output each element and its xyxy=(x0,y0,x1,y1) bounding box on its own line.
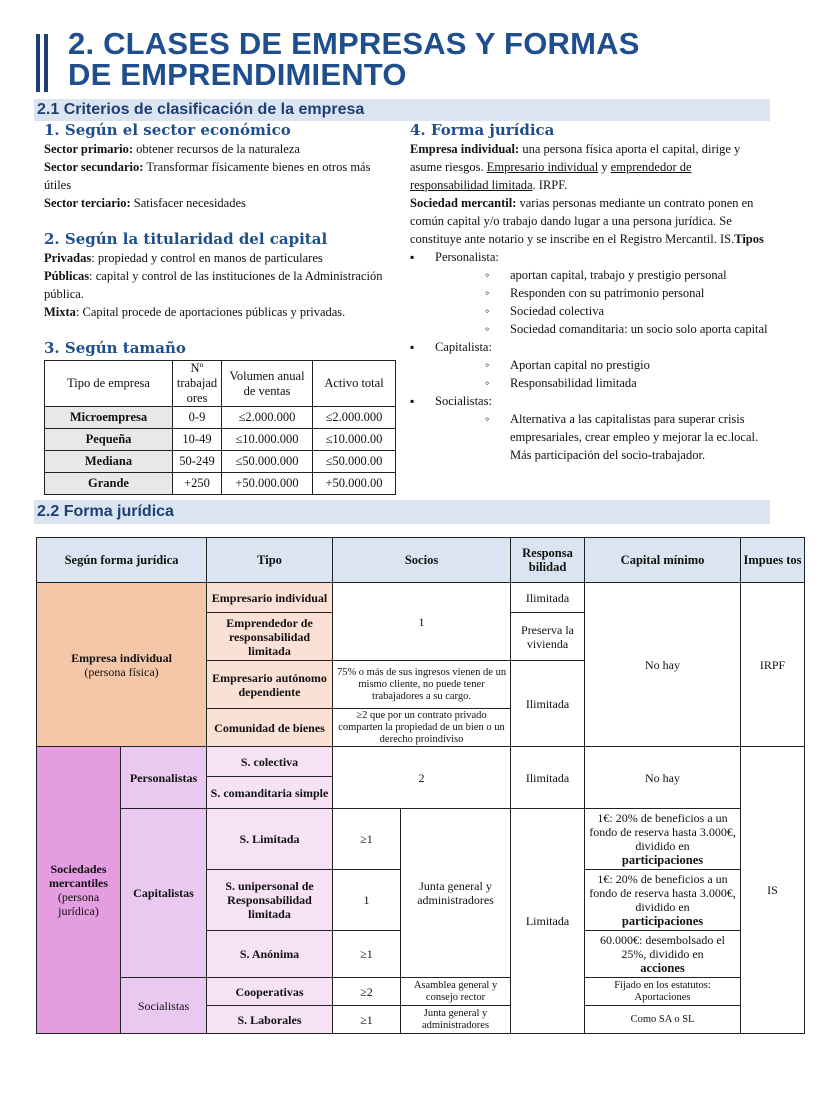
titularidad-line: Privadas: propiedad y control en manos de particulares xyxy=(44,251,323,265)
list-item: ▪ Personalista: ◦ aportan capital, trabajo y prestigio personal ◦ Responden con su patrimonio personal ◦ Sociedad colectiva ◦ Sociedad comanditaria: un socio solo aporta capital xyxy=(410,248,770,338)
title-rule-2 xyxy=(44,34,48,92)
forma-heading: 4. Forma jurídica xyxy=(410,121,555,139)
size-col-activo: Activo total xyxy=(313,361,396,407)
page-title-line-2: DE EMPRENDIMIENTO xyxy=(68,57,407,92)
table-row: Microempresa 0-9 ≤2.000.000 ≤2.000.000 xyxy=(45,407,396,429)
sector-text xyxy=(44,140,396,212)
section-2-2-header: 2.2 Forma jurídica xyxy=(34,500,770,524)
size-table-header xyxy=(45,361,396,407)
col-responsabilidad: Responsa bilidad xyxy=(511,538,585,583)
sector-line: Sector terciario: Satisfacer necesidades xyxy=(44,196,246,210)
sector-line: Sector primario: obtener recursos de la naturaleza xyxy=(44,142,300,156)
list-item: ◦ Aportan capital no prestigio xyxy=(485,356,770,374)
sociedades-group: Sociedades mercantiles (persona jurídica) xyxy=(37,747,121,1034)
section-2-1-header: 2.1 Criterios de clasificación de la empresa xyxy=(34,99,770,121)
table-row: S. Laborales ≥1 Junta general y administradores Como SA o SL xyxy=(37,1006,805,1034)
list-item: ◦ Sociedad colectiva xyxy=(485,302,770,320)
capital-cell: 1€: 20% de beneficios a un fondo de reserva hasta 3.000€, dividido en participaciones xyxy=(585,870,741,931)
table-row: Comunidad de bienes ≥2 que por un contrato privado comparten la propiedad de un bien o un derecho proindiviso xyxy=(37,709,805,747)
size-col-trabajadores: Nº trabajad ores xyxy=(173,361,222,407)
size-table xyxy=(44,360,396,495)
col-capital: Capital mínimo xyxy=(585,538,741,583)
col-impuestos: Impues tos xyxy=(741,538,805,583)
titularidad-line: Públicas: capital y control de las instituciones de la Administración pública. xyxy=(44,269,383,301)
table-row: Capitalistas S. Limitada ≥1 Junta general y administradores Limitada 1€: 20% de beneficios a un fondo de reserva hasta 3.000€, dividido en participaciones xyxy=(37,809,805,870)
page-title xyxy=(68,28,808,90)
table-row: Socialistas Cooperativas ≥2 Asamblea general y consejo rector Fijado en los estatutos: Aportaciones xyxy=(37,978,805,1006)
table-row: Grande +250 +50.000.000 +50.000.00 xyxy=(45,473,396,495)
forma-juridica-table xyxy=(36,537,805,1034)
empresa-individual-paragraph: Empresa individual: una persona física aporta el capital, dirige y asume riesgos. Empresario individual y emprendedor de responsabilidad limitada. IRPF. xyxy=(410,142,741,192)
list-item: ◦ aportan capital, trabajo y prestigio personal xyxy=(485,266,770,284)
list-item: ◦ Alternativa a las capitalistas para superar crisis empresariales, crear empleo y mejorar la ec.local. Más participación del socio-trabajador. xyxy=(485,410,770,464)
page-title-line-1: 2. CLASES DE EMPRESAS Y FORMAS xyxy=(68,26,640,61)
col-forma: Según forma jurídica xyxy=(37,538,207,583)
capital-cell: 60.000€: desembolsado el 25%, dividido en acciones xyxy=(585,931,741,978)
table-row: Empresa individual (persona física) Empresario individual 1 Ilimitada No hay IRPF xyxy=(37,583,805,613)
col-socios: Socios xyxy=(333,538,511,583)
title-rule-1 xyxy=(36,34,40,92)
list-item: ▪ Socialistas: ◦ Alternativa a las capitalistas para superar crisis empresariales, crear empleo y mejorar la ec.local. Más participación del socio-trabajador. xyxy=(410,392,770,464)
list-item: ◦ Sociedad comanditaria: un socio solo aporta capital xyxy=(485,320,770,338)
sector-line: Sector secundario: Transformar físicamente bienes en otros más útiles xyxy=(44,160,371,192)
list-item: ◦ Responsabilidad limitada xyxy=(485,374,770,392)
size-col-ventas: Volumen anual de ventas xyxy=(222,361,313,407)
list-item: ▪ Capitalista: ◦ Aportan capital no prestigio ◦ Responsabilidad limitada xyxy=(410,338,770,392)
titularidad-text xyxy=(44,249,396,321)
empresa-individual-group: Empresa individual (persona física) xyxy=(37,583,207,747)
table-row: Pequeña 10-49 ≤10.000.000 ≤10.000.00 xyxy=(45,429,396,451)
table-row: S. comanditaria simple xyxy=(37,777,805,809)
col-tipo: Tipo xyxy=(207,538,333,583)
size-col-tipo: Tipo de empresa xyxy=(45,361,173,407)
sociedad-mercantil-paragraph: Sociedad mercantil: varias personas mediante un contrato ponen en común capital y/o trabajo dando lugar a una persona jurídica. Se constituye ante notario y se inscribe en el Registro Mercantil. IS.Tipos xyxy=(410,196,764,246)
titularidad-heading: 2. Según la titularidad del capital xyxy=(44,230,328,248)
table-row: Empresario autónomo dependiente 75% o más de sus ingresos vienen de un mismo cliente, no puede tener trabajadores a su cargo. Ilimitada xyxy=(37,661,805,709)
table-header-row xyxy=(37,538,805,583)
tamano-heading: 3. Según tamaño xyxy=(44,339,186,357)
list-item: ◦ Responden con su patrimonio personal xyxy=(485,284,770,302)
forma-text xyxy=(410,140,770,464)
capital-cell: 1€: 20% de beneficios a un fondo de reserva hasta 3.000€, dividido en participaciones xyxy=(585,809,741,870)
tipos-list xyxy=(410,248,770,464)
titularidad-line: Mixta: Capital procede de aportaciones públicas y privadas. xyxy=(44,305,346,319)
table-row: S. unipersonal de Responsabilidad limitada 1 1€: 20% de beneficios a un fondo de reserva hasta 3.000€, dividido en participaciones xyxy=(37,870,805,931)
table-row: S. Anónima ≥1 60.000€: desembolsado el 25%, dividido en acciones xyxy=(37,931,805,978)
table-row: Emprendedor de responsabilidad limitada Preserva la vivienda xyxy=(37,613,805,661)
table-row: Sociedades mercantiles (persona jurídica) Personalistas S. colectiva 2 Ilimitada No hay IS xyxy=(37,747,805,777)
sector-heading: 1. Según el sector económico xyxy=(44,121,291,139)
table-row: Mediana 50-249 ≤50.000.000 ≤50.000.00 xyxy=(45,451,396,473)
